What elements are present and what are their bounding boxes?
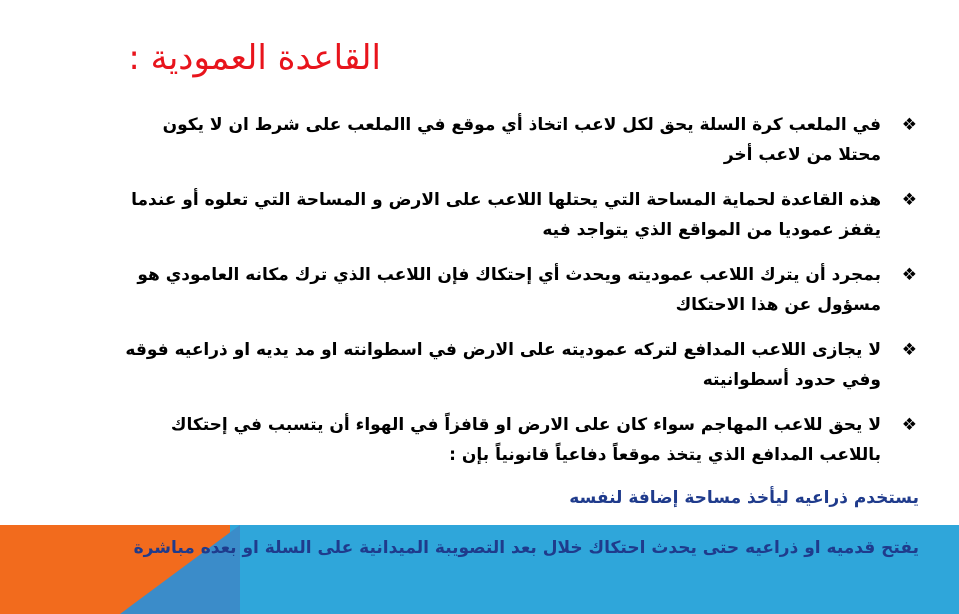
sub-line-feet: يفتح قدميه او ذراعيه حتى يحدث احتكاك خلال بعد التصويبة الميدانية على السلة او بعده مباشرة (133, 538, 919, 558)
bullet-text: لا يحق للاعب المهاجم سواء كان على الارض او قافزاً في الهواء أن يتسبب في إحتكاك باللاعب المدافع الذي يتخذ موقعاً دفاعياً قانونياً بإن : (170, 415, 881, 465)
diamond-bullet-icon: ❖ (901, 115, 917, 135)
footer-band (0, 525, 959, 614)
diamond-bullet-icon: ❖ (901, 415, 917, 435)
bullet-item (121, 260, 921, 320)
bullet-text: هذه القاعدة لحماية المساحة التي يحتلها اللاعب على الارض و المساحة التي تعلوه أو عندما يقفز عموديا من المواقع الذي يتواجد فيه (131, 190, 881, 240)
bullet-text: في الملعب كرة السلة يحق لكل لاعب اتخاذ أي موقع في االملعب على شرط ان لا يكون محتلا من لاعب أخر (162, 115, 881, 165)
bullet-text: لا يجازى اللاعب المدافع لتركه عموديته على الارض في اسطوانته او مد يديه او ذراعيه فوقه وفي حدود أسطوانيته (125, 340, 881, 390)
bullet-item (121, 185, 921, 245)
bullet-item (121, 335, 921, 395)
bullet-item (121, 110, 921, 170)
diamond-bullet-icon: ❖ (901, 265, 917, 285)
bullet-item (121, 410, 921, 470)
diamond-bullet-icon: ❖ (901, 340, 917, 360)
bullet-list (121, 110, 921, 485)
slide-title: القاعدة العمودية : (128, 38, 381, 78)
bullet-text: بمجرد أن يترك اللاعب عموديته ويحدث أي إحتكاك فإن اللاعب الذي ترك مكانه العامودي هو مسؤول عن هذا الاحتكاك (137, 265, 881, 315)
sub-line-arms: يستخدم ذراعيه ليأخذ مساحة إضافة لنفسه (569, 488, 919, 508)
diamond-bullet-icon: ❖ (901, 190, 917, 210)
